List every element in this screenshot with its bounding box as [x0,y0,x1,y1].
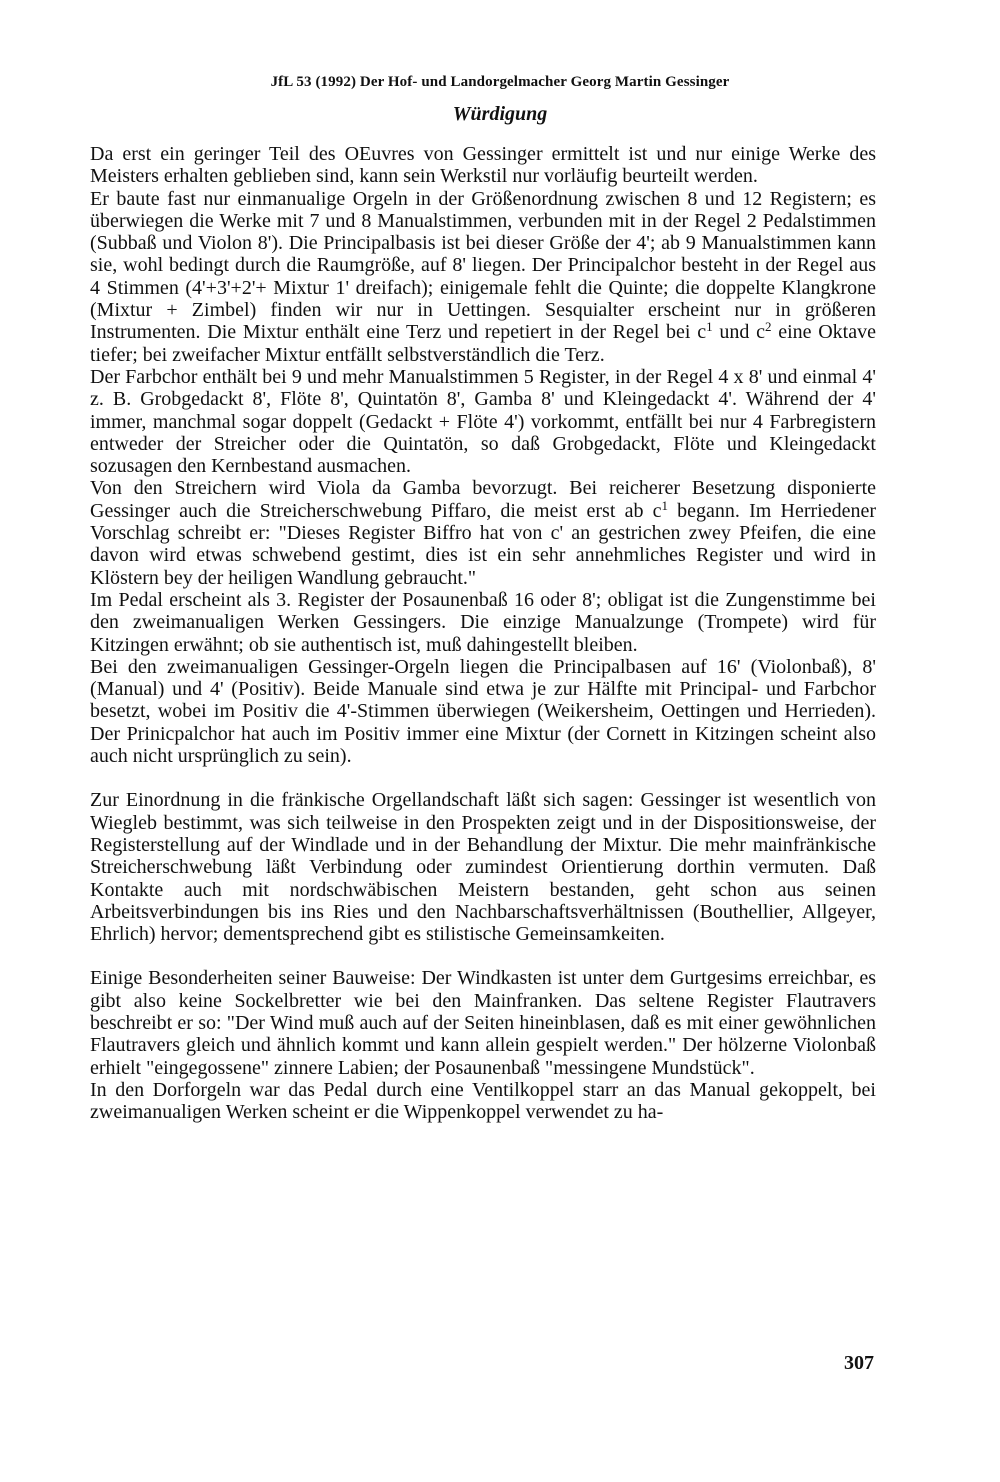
superscript: 1 [706,319,713,335]
paragraph-2-text: Er baute fast nur einmanualige Orgeln in der Größenordnung zwischen 8 und 12 Registern; es überwiegen die Werke mit 7 und 8 Manualstimmen, verbunden mit in der Regel 2 Pedalstimmen (Subbaß und Violon 8'). Die Principalbasis ist bei dieser Größe der 4'; ab 9 Manualstimmen kann sie, wohl bedingt durch die Raumgröße, auf 8' liegen. Der Principalchor besteht in der Regel aus 4 Stimmen (4'+3'+2'+ Mixtur 1' dreifach); einigemale fehlt die Quinte; die doppelte Klangkrone (Mixtur + Zimbel) finden wir nur in Uettingen. Sesquialter erscheint nur in größeren Instrumenten. Die Mixtur enthält eine Terz und repetiert in der Regel bei c [90,187,876,344]
running-head: JfL 53 (1992) Der Hof- und Landorgelmacher Georg Martin Gessinger [270,74,730,90]
paragraph-1: Da erst ein geringer Teil des OEuvres von Gessinger ermittelt ist und nur einige Werke des Meisters erhalten geblieben sind, kann sein Werkstil nur vorläufig beurteilt werden. [90,143,876,188]
paragraph-2 [90,188,876,366]
section-title: Würdigung [452,103,548,125]
superscript: 1 [661,497,668,513]
body-text [90,143,876,1123]
paragraph-4-text-end: begann. Im Herriedener Vorschlag schreibt er: "Dieses Register Biffro hat von c' an gestrichen zwey Pfeifen, die eine davon wird etwas schwebend gestimt, dies ist ein sehr annehmliches Register und wird in Klöstern bey der heiligen Wandlung gebraucht." [90,499,876,589]
paragraph-8: Einige Besonderheiten seiner Bauweise: Der Windkasten ist unter dem Gurtgesims erreichbar, es gibt also keine Sockelbretter wie bei den Mainfranken. Das seltene Register Flautravers beschreibt er so: "Der Wind muß auch auf der Seiten hineinblasen, daß es mit einer gewöhnlichen Flautravers gleich und ähnlich kommt und kann allein gespielt werden." Der hölzerne Violonbaß erhielt "eingegossene" zinnere Labien; der Posaunenbaß "messingene Mundstück". [90,967,876,1079]
paragraph-2-text-end: eine Oktave tiefer; bei zweifacher Mixtur entfällt selbstverständlich die Terz. [90,321,876,366]
paragraph-4-text: Von den Streichern wird Viola da Gamba bevorzugt. Bei reicherer Besetzung disponierte Gessinger auch die Streicherschwebung Piffaro, die meist erst ab c [90,477,876,522]
paragraph-5: Im Pedal erscheint als 3. Register der Posaunenbaß 16 oder 8'; obligat ist die Zungenstimme bei den zweimanualigen Werken Gessingers. Die einzige Manualzunge (Trompete) wird für Kitzingen erwähnt; ob sie authentisch ist, muß dahingestellt bleiben. [90,588,876,656]
paragraph-9: In den Dorforgeln war das Pedal durch eine Ventilkoppel starr an das Manual gekoppelt, bei zweimanualigen Werken scheint er die Wippenkoppel verwendet zu ha- [90,1078,876,1124]
paragraph-2-text-mid: und c [712,321,765,344]
paragraph-7: Zur Einordnung in die fränkische Orgellandschaft läßt sich sagen: Gessinger ist wesentlich von Wiegleb bestimmt, was sich teilweise in den Prospekten zeigt und in der Dispositionsweise, der Registerstellung auf der Windlade und in der Behandlung der Mixtur. Die mehr mainfränkische Streicherschwebung läßt Verbindung oder zumindest Orientierung dorthin vermuten. Daß Kontakte auch mit nordschwäbischen Meistern bestanden, geht schon aus seinen Arbeitsverbindungen bis ins Ries und den Nachbarschaftsverhältnissen (Bouthellier, Allgeyer, Ehrlich) hervor; dementsprechend gibt es stilistische Gemeinsamkeiten. [90,789,876,946]
paragraph-4 [90,477,876,588]
page-number: 307 [844,1352,874,1374]
paragraph-3: Der Farbchor enthält bei 9 und mehr Manualstimmen 5 Register, in der Regel 4 x 8' und einmal 4' z. B. Grobgedackt 8', Flöte 8', Quintatön 8', Gamba 8' und Kleingedackt 4'. Während der 4' immer, manchmal sogar doppelt (Gedackt + Flöte 4') vorkommt, entfällt bei nur 4 Farbregistern entweder der Streicher oder die Quintatön, so daß Grobgedackt, Flöte und Kleingedackt sozusagen den Kernbestand ausmachen. [90,365,876,478]
paragraph-6: Bei den zweimanualigen Gessinger-Orgeln liegen die Principalbasen auf 16' (Violonbaß), 8' (Manual) und 4' (Positiv). Beide Manuale sind etwa je zur Hälfte mit Principal- und Farbchor besetzt, wobei im Positiv die 4'-Stimmen überwiegen (Weikersheim, Oettingen und Herrieden). Der Prinicpalchor hat auch im Positiv immer eine Mixtur (der Cornett in Kitzingen scheint also auch nicht ursprünglich zu sein). [90,655,876,768]
superscript: 2 [764,319,772,335]
